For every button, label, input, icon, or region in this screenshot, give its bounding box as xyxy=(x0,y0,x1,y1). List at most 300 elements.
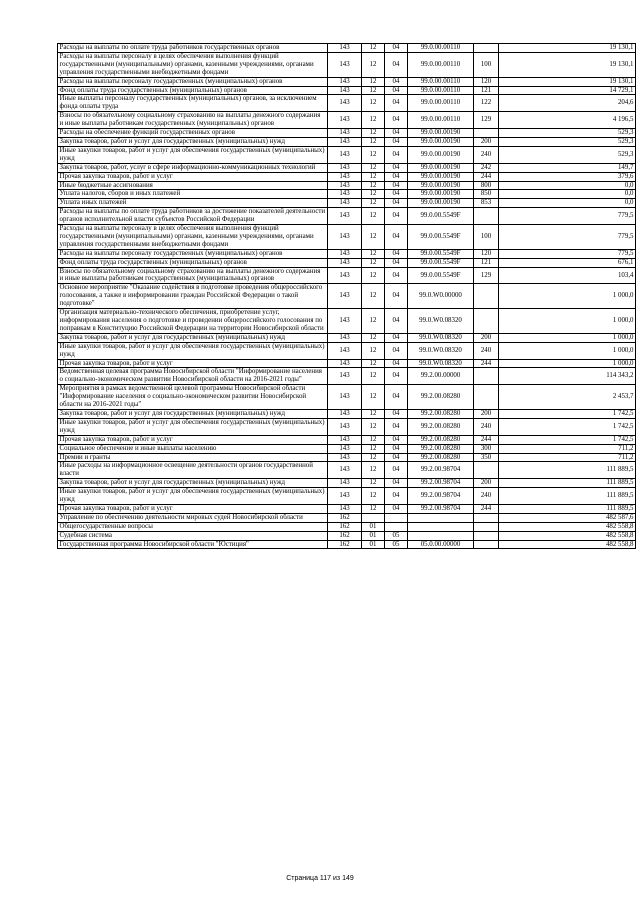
table-row xyxy=(58,199,636,208)
cell-subsection-code: 04 xyxy=(385,258,408,267)
cell-amount: 482 558,8 xyxy=(499,522,636,531)
table-row xyxy=(58,52,636,77)
table-row xyxy=(58,409,636,418)
table-row xyxy=(58,418,636,435)
cell-expense-type xyxy=(474,284,499,309)
cell-expense-type: 800 xyxy=(474,181,499,190)
cell-subsection-code: 04 xyxy=(385,418,408,435)
cell-expense-type: 121 xyxy=(474,258,499,267)
cell-amount: 482 558,8 xyxy=(499,531,636,540)
cell-expense-type xyxy=(474,385,499,410)
cell-subsection-code: 04 xyxy=(385,129,408,138)
cell-ved-code: 143 xyxy=(328,172,362,181)
cell-section-code: 12 xyxy=(362,77,385,86)
cell-amount: 1 742,5 xyxy=(499,418,636,435)
cell-amount: 711,2 xyxy=(499,453,636,462)
cell-name: Ведомственная целевая программа Новосибирской области "Информирование населения о социально-экономическом развитии Новосибирской области на 2016-2021 годы" xyxy=(58,368,328,385)
cell-target-article: 99.0.00.00190 xyxy=(408,137,474,146)
cell-name: Управление по обеспечению деятельности мировых судей Новосибирской области xyxy=(58,513,328,522)
cell-section-code: 12 xyxy=(362,172,385,181)
table-row xyxy=(58,163,636,172)
cell-ved-code: 143 xyxy=(328,488,362,505)
cell-ved-code: 143 xyxy=(328,385,362,410)
page-number-label: Страница 117 из 149 xyxy=(286,875,354,882)
cell-amount: 0,0 xyxy=(499,190,636,199)
cell-expense-type: 120 xyxy=(474,77,499,86)
cell-subsection-code: 04 xyxy=(385,409,408,418)
cell-target-article: 99.0.00.00190 xyxy=(408,163,474,172)
table-row xyxy=(58,146,636,163)
cell-name: Расходы на выплаты персоналу государственных (муниципальных) органов xyxy=(58,249,328,258)
cell-amount: 114 343,2 xyxy=(499,368,636,385)
cell-name: Премии и гранты xyxy=(58,453,328,462)
cell-target-article: 99.0.00.5549F xyxy=(408,258,474,267)
cell-target-article: 99.0.00.00190 xyxy=(408,190,474,199)
cell-ved-code: 143 xyxy=(328,199,362,208)
cell-amount: 529,3 xyxy=(499,146,636,163)
cell-amount: 1 000,0 xyxy=(499,284,636,309)
cell-subsection-code: 04 xyxy=(385,163,408,172)
cell-ved-code: 143 xyxy=(328,44,362,53)
table-row xyxy=(58,208,636,225)
table-row xyxy=(58,77,636,86)
cell-amount: 111 889,5 xyxy=(499,504,636,513)
cell-subsection-code: 04 xyxy=(385,444,408,453)
cell-subsection-code: 04 xyxy=(385,462,408,479)
cell-expense-type xyxy=(474,368,499,385)
cell-ved-code: 143 xyxy=(328,163,362,172)
cell-section-code: 12 xyxy=(362,435,385,444)
cell-name: Закупка товаров, работ, услуг в сфере информационно-коммуникационных технологий xyxy=(58,163,328,172)
cell-name: Закупка товаров, работ и услуг для государственных (муниципальных) нужд xyxy=(58,409,328,418)
cell-name: Государственная программа Новосибирской области "Юстиция" xyxy=(58,540,328,549)
cell-subsection-code: 04 xyxy=(385,488,408,505)
budget-table-body xyxy=(58,44,636,549)
cell-expense-type: 850 xyxy=(474,190,499,199)
cell-ved-code: 143 xyxy=(328,418,362,435)
cell-amount: 103,4 xyxy=(499,267,636,284)
cell-ved-code: 143 xyxy=(328,129,362,138)
cell-target-article: 99.0.00.5549F xyxy=(408,267,474,284)
table-row xyxy=(58,309,636,334)
cell-subsection-code: 04 xyxy=(385,284,408,309)
cell-target-article: 99.0.00.00110 xyxy=(408,95,474,112)
cell-section-code: 12 xyxy=(362,368,385,385)
cell-amount: 711,2 xyxy=(499,444,636,453)
cell-section-code: 12 xyxy=(362,86,385,95)
cell-subsection-code: 04 xyxy=(385,342,408,359)
cell-name: Закупка товаров, работ и услуг для государственных (муниципальных) нужд xyxy=(58,333,328,342)
cell-section-code: 12 xyxy=(362,488,385,505)
cell-expense-type: 200 xyxy=(474,137,499,146)
table-row xyxy=(58,86,636,95)
cell-subsection-code: 04 xyxy=(385,453,408,462)
cell-section-code: 12 xyxy=(362,137,385,146)
cell-section-code: 12 xyxy=(362,249,385,258)
cell-target-article: 99.2.00.00000 xyxy=(408,368,474,385)
cell-amount: 676,1 xyxy=(499,258,636,267)
cell-name: Взносы по обязательному социальному страхованию на выплаты денежного содержания и иные выплаты работникам государственных (муниципальных) органов xyxy=(58,112,328,129)
cell-subsection-code: 04 xyxy=(385,181,408,190)
cell-subsection-code xyxy=(385,522,408,531)
cell-amount: 529,3 xyxy=(499,129,636,138)
cell-subsection-code: 04 xyxy=(385,190,408,199)
cell-ved-code: 143 xyxy=(328,284,362,309)
cell-section-code: 12 xyxy=(362,129,385,138)
cell-name: Прочая закупка товаров, работ и услуг xyxy=(58,359,328,368)
table-row xyxy=(58,359,636,368)
cell-ved-code: 143 xyxy=(328,333,362,342)
table-row xyxy=(58,462,636,479)
cell-target-article: 99.0.00.5549F xyxy=(408,249,474,258)
cell-subsection-code: 05 xyxy=(385,531,408,540)
table-row xyxy=(58,284,636,309)
cell-expense-type: 122 xyxy=(474,95,499,112)
cell-amount: 149,7 xyxy=(499,163,636,172)
cell-section-code: 12 xyxy=(362,225,385,250)
cell-name: Прочая закупка товаров, работ и услуг xyxy=(58,172,328,181)
cell-name: Расходы на выплаты персоналу в целях обеспечения выполнения функций государственными (муниципальными) органами, казенными учреждениями, органами управления государственными внебюджетными фондами xyxy=(58,52,328,77)
cell-expense-type: 300 xyxy=(474,444,499,453)
cell-amount: 19 130,1 xyxy=(499,77,636,86)
table-row xyxy=(58,258,636,267)
cell-expense-type: 240 xyxy=(474,488,499,505)
cell-target-article: 99.0.W0.00000 xyxy=(408,284,474,309)
cell-amount: 379,6 xyxy=(499,172,636,181)
cell-section-code: 12 xyxy=(362,163,385,172)
cell-section-code: 12 xyxy=(362,309,385,334)
cell-amount: 1 000,0 xyxy=(499,342,636,359)
cell-target-article: 99.0.00.00110 xyxy=(408,77,474,86)
cell-target-article: 05.0.00.00000 xyxy=(408,540,474,549)
cell-ved-code: 143 xyxy=(328,444,362,453)
cell-section-code: 12 xyxy=(362,504,385,513)
cell-section-code: 12 xyxy=(362,342,385,359)
cell-ved-code: 162 xyxy=(328,540,362,549)
cell-section-code: 01 xyxy=(362,522,385,531)
cell-section-code: 12 xyxy=(362,52,385,77)
cell-expense-type xyxy=(474,44,499,53)
cell-expense-type: 244 xyxy=(474,504,499,513)
cell-section-code: 12 xyxy=(362,181,385,190)
cell-amount: 0,0 xyxy=(499,181,636,190)
cell-name: Иные закупки товаров, работ и услуг для обеспечения государственных (муниципальных) нужд xyxy=(58,342,328,359)
table-row xyxy=(58,504,636,513)
cell-target-article: 99.0.W0.08320 xyxy=(408,309,474,334)
cell-expense-type: 200 xyxy=(474,409,499,418)
cell-subsection-code: 04 xyxy=(385,359,408,368)
cell-expense-type: 853 xyxy=(474,199,499,208)
cell-target-article: 99.0.00.00190 xyxy=(408,172,474,181)
cell-subsection-code: 04 xyxy=(385,385,408,410)
cell-section-code: 12 xyxy=(362,267,385,284)
cell-ved-code: 143 xyxy=(328,368,362,385)
cell-ved-code: 143 xyxy=(328,208,362,225)
cell-ved-code: 162 xyxy=(328,522,362,531)
cell-subsection-code: 05 xyxy=(385,540,408,549)
table-row xyxy=(58,522,636,531)
cell-ved-code: 143 xyxy=(328,77,362,86)
cell-subsection-code: 04 xyxy=(385,95,408,112)
cell-amount: 1 742,5 xyxy=(499,409,636,418)
table-row xyxy=(58,435,636,444)
cell-subsection-code: 04 xyxy=(385,172,408,181)
cell-subsection-code: 04 xyxy=(385,309,408,334)
cell-name: Закупка товаров, работ и услуг для государственных (муниципальных) нужд xyxy=(58,137,328,146)
cell-expense-type: 240 xyxy=(474,418,499,435)
cell-name: Расходы на обеспечение функций государственных органов xyxy=(58,129,328,138)
cell-section-code: 12 xyxy=(362,95,385,112)
cell-ved-code: 143 xyxy=(328,249,362,258)
cell-section-code: 12 xyxy=(362,462,385,479)
cell-amount: 1 000,0 xyxy=(499,359,636,368)
table-row xyxy=(58,479,636,488)
table-row xyxy=(58,368,636,385)
cell-name: Закупка товаров, работ и услуг для государственных (муниципальных) нужд xyxy=(58,479,328,488)
cell-amount: 111 889,5 xyxy=(499,488,636,505)
table-row xyxy=(58,333,636,342)
cell-ved-code: 143 xyxy=(328,225,362,250)
cell-target-article xyxy=(408,531,474,540)
cell-subsection-code: 04 xyxy=(385,249,408,258)
cell-expense-type xyxy=(474,309,499,334)
table-row xyxy=(58,181,636,190)
cell-name: Расходы на выплаты по оплате труда работников государственных органов xyxy=(58,44,328,53)
cell-target-article: 99.0.00.5549F xyxy=(408,208,474,225)
table-row xyxy=(58,172,636,181)
cell-name: Фонд оплаты труда государственных (муниципальных) органов xyxy=(58,258,328,267)
budget-table-page xyxy=(57,43,635,549)
cell-name: Расходы на выплаты персоналу в целях обеспечения выполнения функций государственными (муниципальными) органами, казенными учреждениями, органами управления государственными внебюджетными фондами xyxy=(58,225,328,250)
cell-name: Основное мероприятие "Оказание содействия в подготовке проведения общероссийского голосования, а также в информировании граждан Российской Федерации о такой подготовке" xyxy=(58,284,328,309)
cell-ved-code: 143 xyxy=(328,258,362,267)
cell-ved-code: 143 xyxy=(328,479,362,488)
cell-subsection-code: 04 xyxy=(385,137,408,146)
cell-subsection-code: 04 xyxy=(385,435,408,444)
cell-target-article: 99.2.00.98704 xyxy=(408,504,474,513)
cell-amount: 19 130,1 xyxy=(499,44,636,53)
cell-name: Общегосударственные вопросы xyxy=(58,522,328,531)
cell-section-code: 12 xyxy=(362,409,385,418)
cell-ved-code: 143 xyxy=(328,95,362,112)
cell-name: Расходы на выплаты персоналу государственных (муниципальных) органов xyxy=(58,77,328,86)
cell-section-code: 12 xyxy=(362,258,385,267)
cell-name: Расходы на выплаты по оплате труда работников за достижение показателей деятельности органов исполнительной власти субъектов Российской Федерации xyxy=(58,208,328,225)
cell-expense-type: 244 xyxy=(474,172,499,181)
cell-section-code: 12 xyxy=(362,359,385,368)
cell-amount: 111 889,5 xyxy=(499,462,636,479)
cell-target-article: 99.2.00.98704 xyxy=(408,462,474,479)
cell-expense-type: 244 xyxy=(474,359,499,368)
cell-ved-code: 143 xyxy=(328,359,362,368)
cell-amount: 779,5 xyxy=(499,225,636,250)
cell-target-article: 99.0.00.5549F xyxy=(408,225,474,250)
cell-subsection-code: 04 xyxy=(385,504,408,513)
cell-amount: 0,0 xyxy=(499,199,636,208)
table-row xyxy=(58,342,636,359)
cell-target-article: 99.0.00.00110 xyxy=(408,52,474,77)
cell-ved-code: 143 xyxy=(328,409,362,418)
cell-expense-type: 100 xyxy=(474,52,499,77)
cell-target-article: 99.0.W0.08320 xyxy=(408,342,474,359)
cell-expense-type xyxy=(474,513,499,522)
cell-target-article: 99.2.00.08280 xyxy=(408,385,474,410)
cell-ved-code: 143 xyxy=(328,112,362,129)
cell-expense-type xyxy=(474,531,499,540)
budget-table xyxy=(57,43,636,549)
cell-target-article: 99.0.W0.08320 xyxy=(408,359,474,368)
cell-name: Иные закупки товаров, работ и услуг для обеспечения государственных (муниципальных) нужд xyxy=(58,488,328,505)
cell-expense-type xyxy=(474,522,499,531)
cell-subsection-code: 04 xyxy=(385,208,408,225)
cell-expense-type: 242 xyxy=(474,163,499,172)
cell-target-article xyxy=(408,513,474,522)
cell-name: Уплата налогов, сборов и иных платежей xyxy=(58,190,328,199)
cell-amount: 4 196,5 xyxy=(499,112,636,129)
cell-subsection-code: 04 xyxy=(385,112,408,129)
cell-subsection-code: 04 xyxy=(385,77,408,86)
cell-section-code: 12 xyxy=(362,44,385,53)
cell-target-article: 99.0.00.00190 xyxy=(408,199,474,208)
table-row xyxy=(58,95,636,112)
cell-amount: 482 587,6 xyxy=(499,513,636,522)
cell-ved-code: 143 xyxy=(328,504,362,513)
cell-amount: 529,3 xyxy=(499,137,636,146)
cell-name: Прочая закупка товаров, работ и услуг xyxy=(58,504,328,513)
cell-subsection-code: 04 xyxy=(385,267,408,284)
cell-target-article: 99.2.00.08280 xyxy=(408,444,474,453)
cell-ved-code: 143 xyxy=(328,342,362,359)
cell-section-code: 12 xyxy=(362,479,385,488)
cell-expense-type xyxy=(474,540,499,549)
cell-target-article: 99.2.00.08280 xyxy=(408,418,474,435)
cell-target-article: 99.0.00.00190 xyxy=(408,129,474,138)
cell-target-article: 99.2.00.98704 xyxy=(408,479,474,488)
cell-amount: 14 729,1 xyxy=(499,86,636,95)
cell-subsection-code: 04 xyxy=(385,368,408,385)
table-row xyxy=(58,225,636,250)
cell-ved-code: 162 xyxy=(328,513,362,522)
cell-ved-code: 143 xyxy=(328,137,362,146)
cell-target-article: 99.0.W0.08320 xyxy=(408,333,474,342)
cell-amount: 1 000,0 xyxy=(499,333,636,342)
cell-expense-type xyxy=(474,462,499,479)
cell-subsection-code: 04 xyxy=(385,199,408,208)
cell-target-article: 99.0.00.00190 xyxy=(408,146,474,163)
cell-section-code: 12 xyxy=(362,418,385,435)
table-row xyxy=(58,190,636,199)
cell-ved-code: 143 xyxy=(328,146,362,163)
cell-section-code: 12 xyxy=(362,333,385,342)
cell-target-article: 99.2.00.08280 xyxy=(408,409,474,418)
cell-ved-code: 143 xyxy=(328,435,362,444)
cell-amount: 482 558,8 xyxy=(499,540,636,549)
cell-ved-code: 143 xyxy=(328,52,362,77)
cell-section-code: 12 xyxy=(362,385,385,410)
cell-ved-code: 143 xyxy=(328,86,362,95)
table-row xyxy=(58,267,636,284)
cell-section-code: 01 xyxy=(362,540,385,549)
cell-expense-type: 120 xyxy=(474,249,499,258)
cell-section-code: 12 xyxy=(362,112,385,129)
cell-target-article xyxy=(408,522,474,531)
cell-expense-type: 240 xyxy=(474,342,499,359)
cell-expense-type: 200 xyxy=(474,479,499,488)
cell-amount: 779,5 xyxy=(499,208,636,225)
cell-ved-code: 143 xyxy=(328,462,362,479)
cell-expense-type: 240 xyxy=(474,146,499,163)
cell-expense-type xyxy=(474,129,499,138)
cell-name: Иные закупки товаров, работ и услуг для обеспечения государственных (муниципальных) нужд xyxy=(58,146,328,163)
cell-amount: 1 742,5 xyxy=(499,435,636,444)
cell-name: Судебная система xyxy=(58,531,328,540)
cell-name: Иные расходы на информационное освещение деятельности органов государственной власти xyxy=(58,462,328,479)
cell-amount: 1 000,0 xyxy=(499,309,636,334)
cell-section-code: 01 xyxy=(362,531,385,540)
cell-expense-type: 200 xyxy=(474,333,499,342)
cell-name: Уплата иных платежей xyxy=(58,199,328,208)
cell-name: Фонд оплаты труда государственных (муниципальных) органов xyxy=(58,86,328,95)
cell-expense-type xyxy=(474,208,499,225)
cell-target-article: 99.0.00.00110 xyxy=(408,86,474,95)
cell-amount: 779,5 xyxy=(499,249,636,258)
cell-target-article: 99.0.00.00110 xyxy=(408,44,474,53)
table-row xyxy=(58,488,636,505)
cell-target-article: 99.2.00.08280 xyxy=(408,435,474,444)
cell-subsection-code: 04 xyxy=(385,52,408,77)
cell-target-article: 99.2.00.08280 xyxy=(408,453,474,462)
table-row xyxy=(58,129,636,138)
cell-subsection-code: 04 xyxy=(385,146,408,163)
cell-subsection-code: 04 xyxy=(385,44,408,53)
cell-subsection-code: 04 xyxy=(385,225,408,250)
cell-subsection-code: 04 xyxy=(385,86,408,95)
table-row xyxy=(58,513,636,522)
table-row xyxy=(58,385,636,410)
cell-target-article: 99.0.00.00190 xyxy=(408,181,474,190)
table-row xyxy=(58,531,636,540)
cell-ved-code: 143 xyxy=(328,190,362,199)
cell-name: Организация материально-технического обеспечения, приобретение услуг, информирования населения о подготовке и проведении общероссийского голосования по поправкам в Конституцию Российской Федерации на территории Новосибирской области xyxy=(58,309,328,334)
cell-expense-type: 121 xyxy=(474,86,499,95)
cell-name: Иные выплаты персоналу государственных (муниципальных) органов, за исключением фонда оплаты труда xyxy=(58,95,328,112)
table-row xyxy=(58,44,636,53)
cell-expense-type: 129 xyxy=(474,112,499,129)
cell-subsection-code xyxy=(385,513,408,522)
page-footer xyxy=(0,875,640,882)
table-row xyxy=(58,540,636,549)
cell-ved-code: 143 xyxy=(328,453,362,462)
cell-subsection-code: 04 xyxy=(385,479,408,488)
cell-name: Иные закупки товаров, работ и услуг для обеспечения государственных (муниципальных) нужд xyxy=(58,418,328,435)
cell-ved-code: 143 xyxy=(328,309,362,334)
cell-amount: 19 130,1 xyxy=(499,52,636,77)
cell-expense-type: 350 xyxy=(474,453,499,462)
cell-expense-type: 244 xyxy=(474,435,499,444)
cell-section-code: 12 xyxy=(362,146,385,163)
cell-name: Иные бюджетные ассигнования xyxy=(58,181,328,190)
table-row xyxy=(58,453,636,462)
table-row xyxy=(58,444,636,453)
cell-ved-code: 162 xyxy=(328,531,362,540)
cell-section-code xyxy=(362,513,385,522)
cell-name: Прочая закупка товаров, работ и услуг xyxy=(58,435,328,444)
cell-amount: 111 889,5 xyxy=(499,479,636,488)
cell-target-article: 99.2.00.98704 xyxy=(408,488,474,505)
cell-section-code: 12 xyxy=(362,190,385,199)
cell-name: Социальное обеспечение и иные выплаты населению xyxy=(58,444,328,453)
cell-section-code: 12 xyxy=(362,199,385,208)
